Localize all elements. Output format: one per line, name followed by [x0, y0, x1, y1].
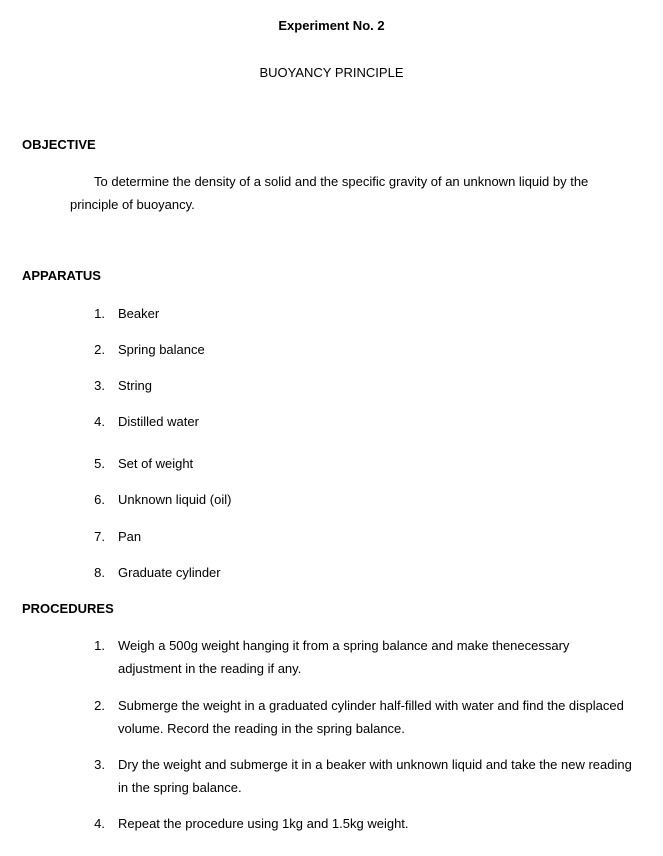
list-item-text: Spring balance — [118, 342, 205, 357]
list-number: 1. — [94, 306, 105, 321]
list-item-text: String — [118, 378, 152, 393]
list-number: 3. — [94, 378, 105, 393]
list-item-text: Beaker — [118, 306, 160, 321]
procedures-heading: PROCEDURES — [22, 601, 114, 616]
objective-line-2: principle of buoyancy. — [70, 197, 195, 212]
list-number: 2. — [94, 698, 105, 713]
list-item-line-2: in the spring balance. — [118, 780, 242, 795]
list-number: 3. — [94, 757, 105, 772]
experiment-title: Experiment No. 2 — [278, 18, 385, 33]
list-item-text: Graduate cylinder — [118, 565, 221, 580]
list-number: 4. — [94, 414, 105, 429]
list-item-line-1: Submerge the weight in a graduated cylinder half-filled with water and find the displaced — [118, 698, 624, 713]
list-item-text: Unknown liquid (oil) — [118, 492, 232, 507]
apparatus-heading: APPARATUS — [22, 268, 101, 283]
list-number: 7. — [94, 529, 105, 544]
objective-line-1: To determine the density of a solid and the specific gravity of an unknown liquid by the — [94, 174, 589, 189]
list-item-line-1: Weigh a 500g weight hanging it from a spring balance and make thenecessary — [118, 638, 570, 653]
list-number: 2. — [94, 342, 105, 357]
list-item-text: Pan — [118, 529, 142, 544]
list-number: 8. — [94, 565, 105, 580]
list-item-text: Set of weight — [118, 456, 194, 471]
list-item-text: Distilled water — [118, 414, 199, 429]
experiment-subtitle: BUOYANCY PRINCIPLE — [259, 65, 404, 80]
objective-heading: OBJECTIVE — [22, 137, 96, 152]
list-number: 6. — [94, 492, 105, 507]
list-number: 4. — [94, 816, 105, 831]
list-item-line-1: Dry the weight and submerge it in a beaker with unknown liquid and take the new reading — [118, 757, 632, 772]
list-number: 5. — [94, 456, 105, 471]
list-item-line-2: adjustment in the reading if any. — [118, 661, 302, 676]
list-item-line-2: volume. Record the reading in the spring balance. — [118, 721, 405, 736]
list-number: 1. — [94, 638, 105, 653]
list-item-line-1: Repeat the procedure using 1kg and 1.5kg weight. — [118, 816, 409, 831]
